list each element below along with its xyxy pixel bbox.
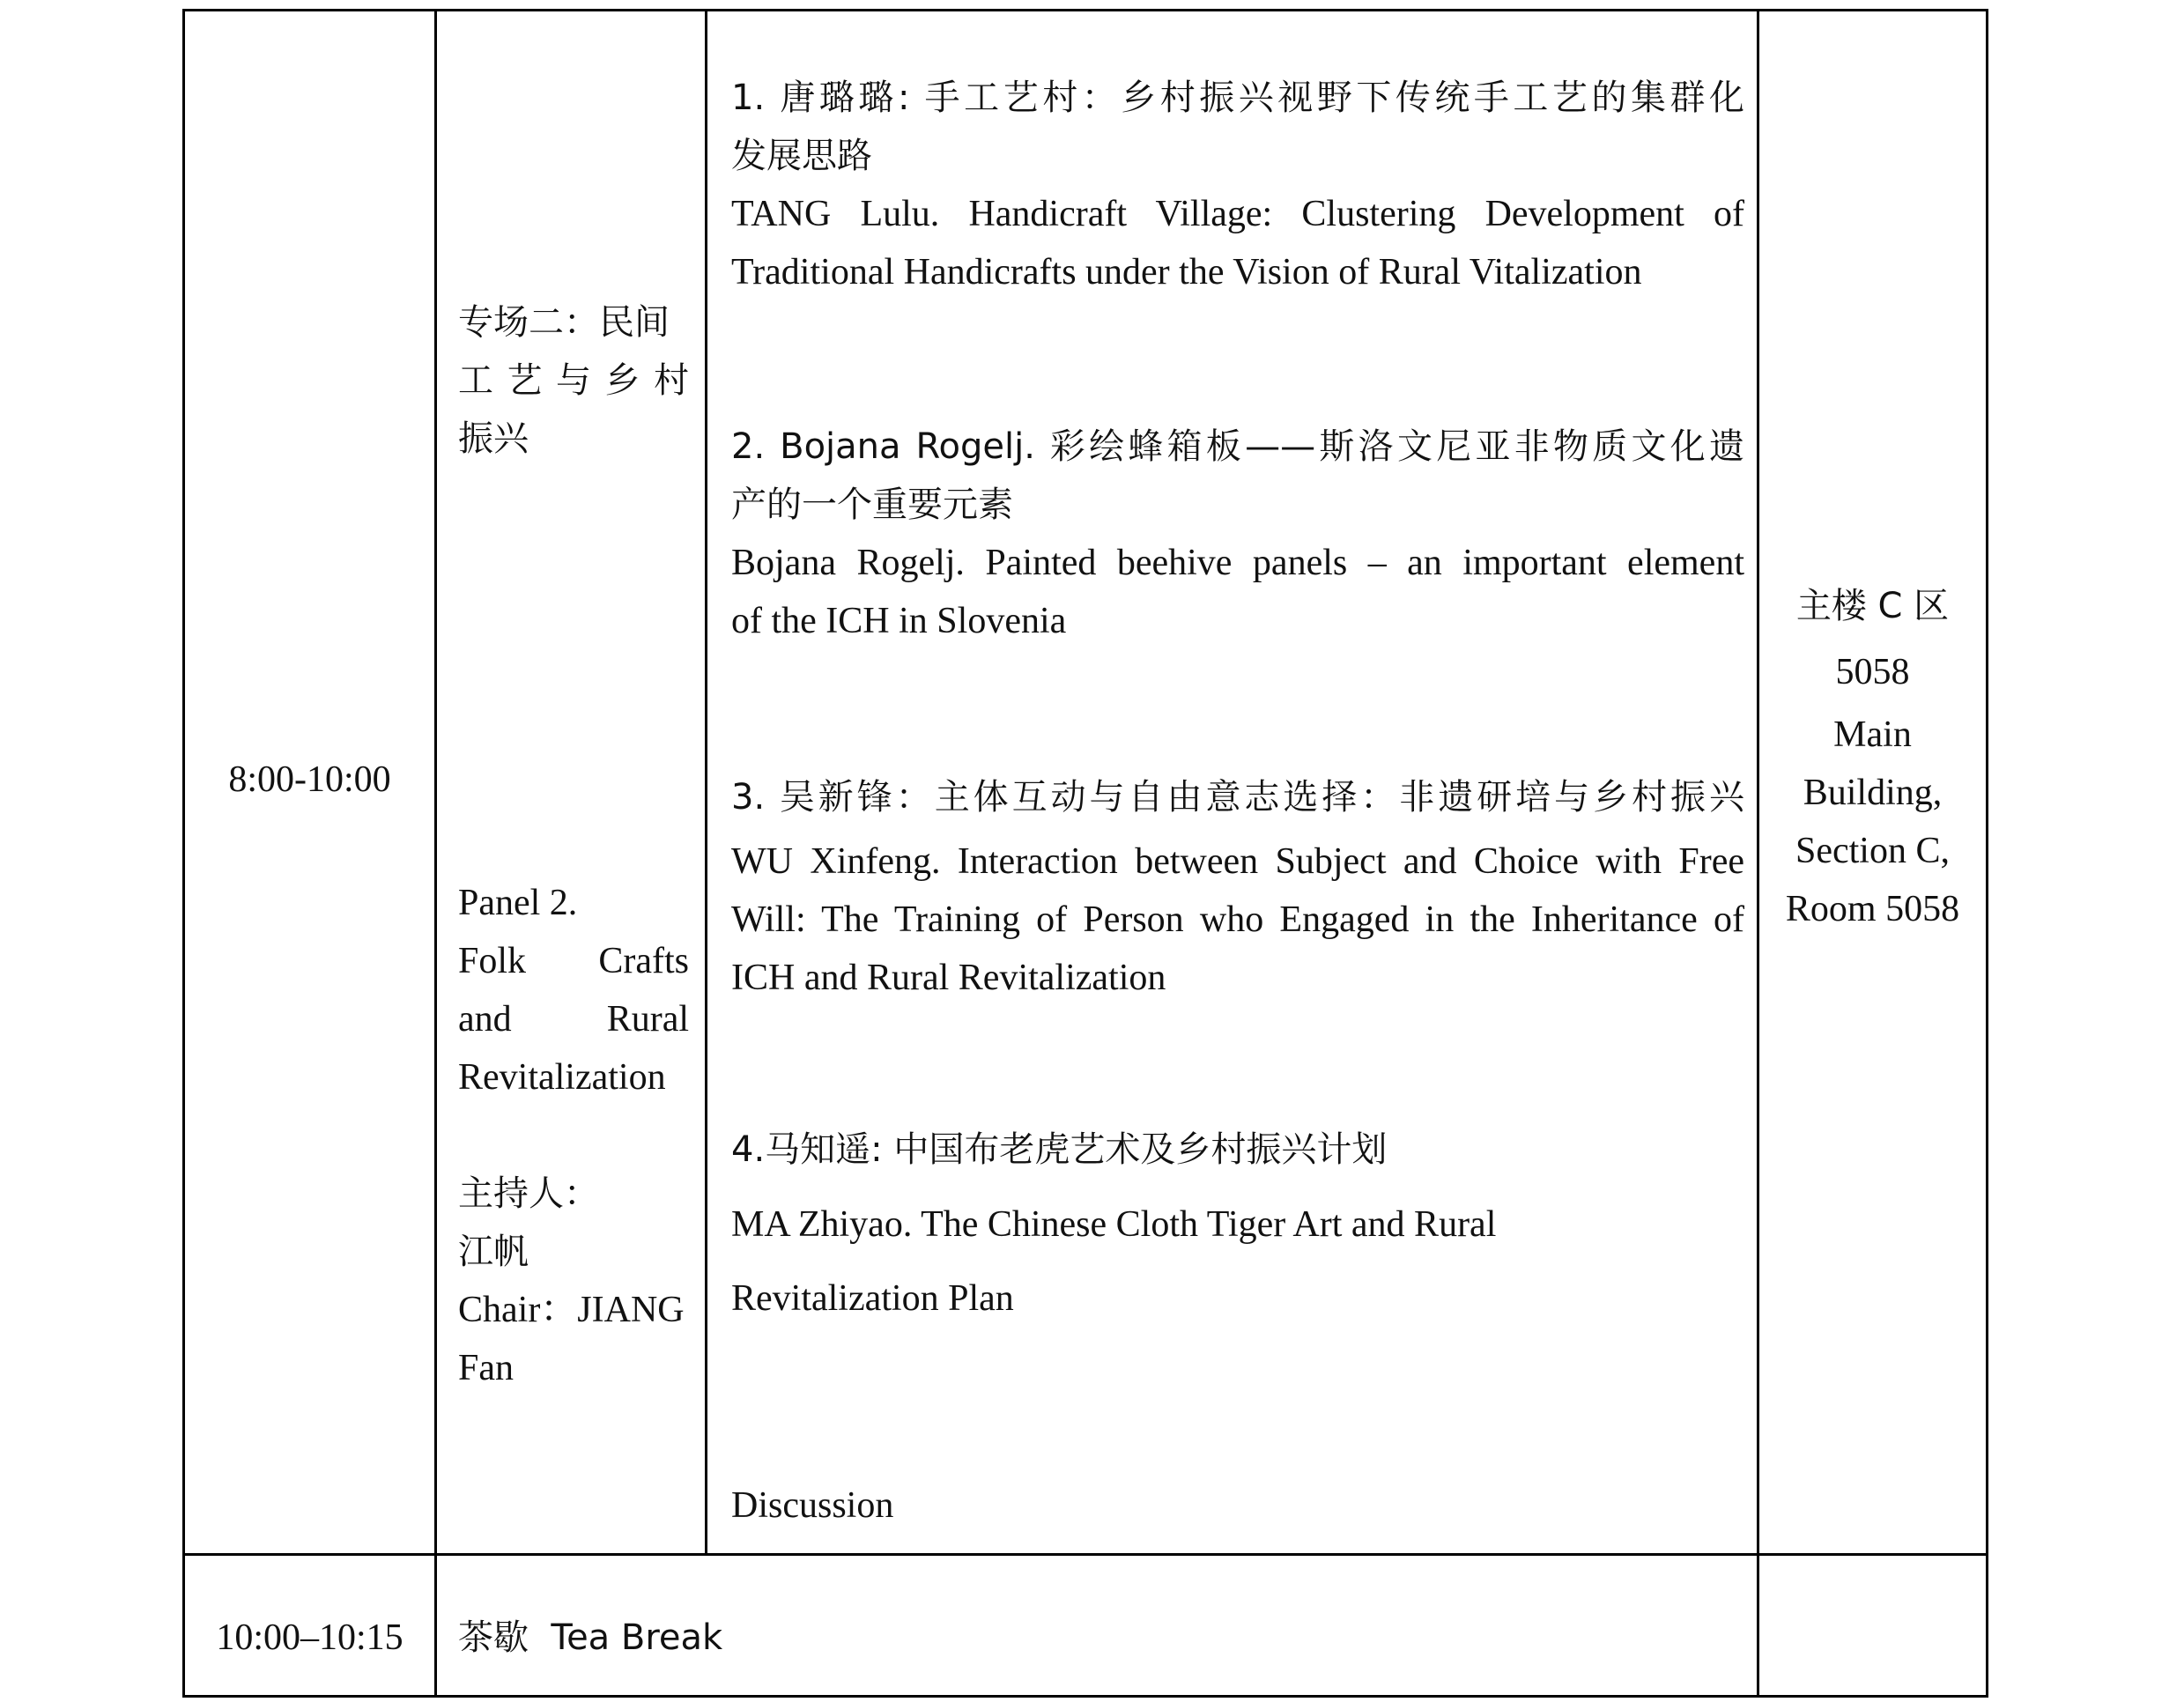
talk-4-title-en: MA Zhiyao. The Chinese Cloth Tiger Art and Rural bbox=[731, 1204, 1497, 1245]
panel-title-en-line2 bbox=[458, 932, 689, 990]
talk-3-title-en-cont2: ICH and Rural Revitalization bbox=[731, 958, 1166, 998]
talk-3-title-en: WU Xinfeng. Interaction between Subject and Choice with Free bbox=[731, 841, 1744, 882]
chair-zh-label: 主持人： bbox=[458, 1173, 599, 1214]
talk-1-title-zh: 1. 唐璐璐: 手工艺村：乡村振兴视野下传统手工艺的集群化 bbox=[731, 78, 1744, 118]
panel-title-zh-char: 乡 bbox=[604, 360, 640, 401]
talk-2-title-zh-cont: 产的一个重要元素 bbox=[731, 485, 1013, 525]
talk-1-title-en-cont: Traditional Handicrafts under the Vision of Rural Vitalization bbox=[731, 252, 1642, 292]
panel-title-en-word: and bbox=[458, 999, 512, 1040]
panel-title-en-word: Crafts bbox=[598, 941, 689, 981]
panel-title-en-word: Rural bbox=[606, 999, 689, 1040]
break-label: 茶歇 Tea Break bbox=[458, 1617, 723, 1658]
panel-title-zh-char: 与 bbox=[556, 360, 591, 401]
table-border-top bbox=[182, 9, 1988, 11]
venue-zh: 主楼 C 区 bbox=[1795, 586, 1950, 626]
talk-4-title-en-cont: Revitalization Plan bbox=[731, 1278, 1014, 1319]
chair-en-line1: Chair：JIANG bbox=[458, 1290, 685, 1330]
panel-title-en-line4: Revitalization bbox=[458, 1057, 666, 1098]
break-time: 10:00–10:15 bbox=[216, 1617, 403, 1658]
talk-1-title-en: TANG Lulu. Handicraft Village: Clustering Development of bbox=[731, 194, 1744, 234]
panel-title-zh-line2 bbox=[458, 352, 689, 410]
panel-title-zh-line1: 专场二：民间 bbox=[458, 302, 670, 343]
session-time: 8:00-10:00 bbox=[228, 759, 391, 800]
talk-2-title-en: Bojana Rogelj. Painted beehive panels – an important element bbox=[731, 543, 1744, 583]
talk-3-title-en-cont: Will: The Training of Person who Engaged in the Inheritance of bbox=[731, 899, 1744, 940]
table-border-col1 bbox=[434, 9, 437, 1698]
venue-room-number: 5058 bbox=[1835, 652, 1910, 692]
panel-title-en-line1: Panel 2. bbox=[458, 883, 578, 923]
panel-title-zh-char: 工 bbox=[458, 360, 493, 401]
panel-title-zh-char: 艺 bbox=[507, 360, 543, 401]
table-border-col2 bbox=[705, 9, 707, 1554]
table-border-right bbox=[1986, 9, 1988, 1698]
talk-2-title-zh: 2. Bojana Rogelj. 彩绘蜂箱板——斯洛文尼亚非物质文化遗 bbox=[731, 426, 1744, 467]
panel-title-zh-line3: 振兴 bbox=[458, 418, 529, 459]
venue-en-line2: Building, bbox=[1803, 773, 1943, 813]
venue-en-line1: Main bbox=[1833, 714, 1912, 755]
chair-zh-name: 江帆 bbox=[458, 1232, 529, 1272]
talk-1-title-zh-cont: 发展思路 bbox=[731, 136, 872, 176]
venue-en-line4: Room 5058 bbox=[1785, 889, 1960, 929]
talk-4-title-zh: 4.马知遥: 中国布老虎艺术及乡村振兴计划 bbox=[731, 1129, 1388, 1170]
panel-title-zh-char: 村 bbox=[654, 360, 689, 401]
table-border-row-divider bbox=[182, 1553, 1988, 1556]
table-border-bottom bbox=[182, 1695, 1988, 1698]
chair-en-line2: Fan bbox=[458, 1348, 514, 1388]
panel-title-en-line3 bbox=[458, 990, 689, 1048]
discussion-label: Discussion bbox=[731, 1485, 894, 1526]
panel-title-en-word: Folk bbox=[458, 941, 527, 981]
talk-3-title-zh: 3. 吴新锋：主体互动与自由意志选择：非遗研培与乡村振兴 bbox=[731, 777, 1744, 818]
venue-en-line3: Section C, bbox=[1795, 831, 1950, 871]
table-border-left bbox=[182, 9, 185, 1698]
talk-2-title-en-cont: of the ICH in Slovenia bbox=[731, 601, 1067, 641]
